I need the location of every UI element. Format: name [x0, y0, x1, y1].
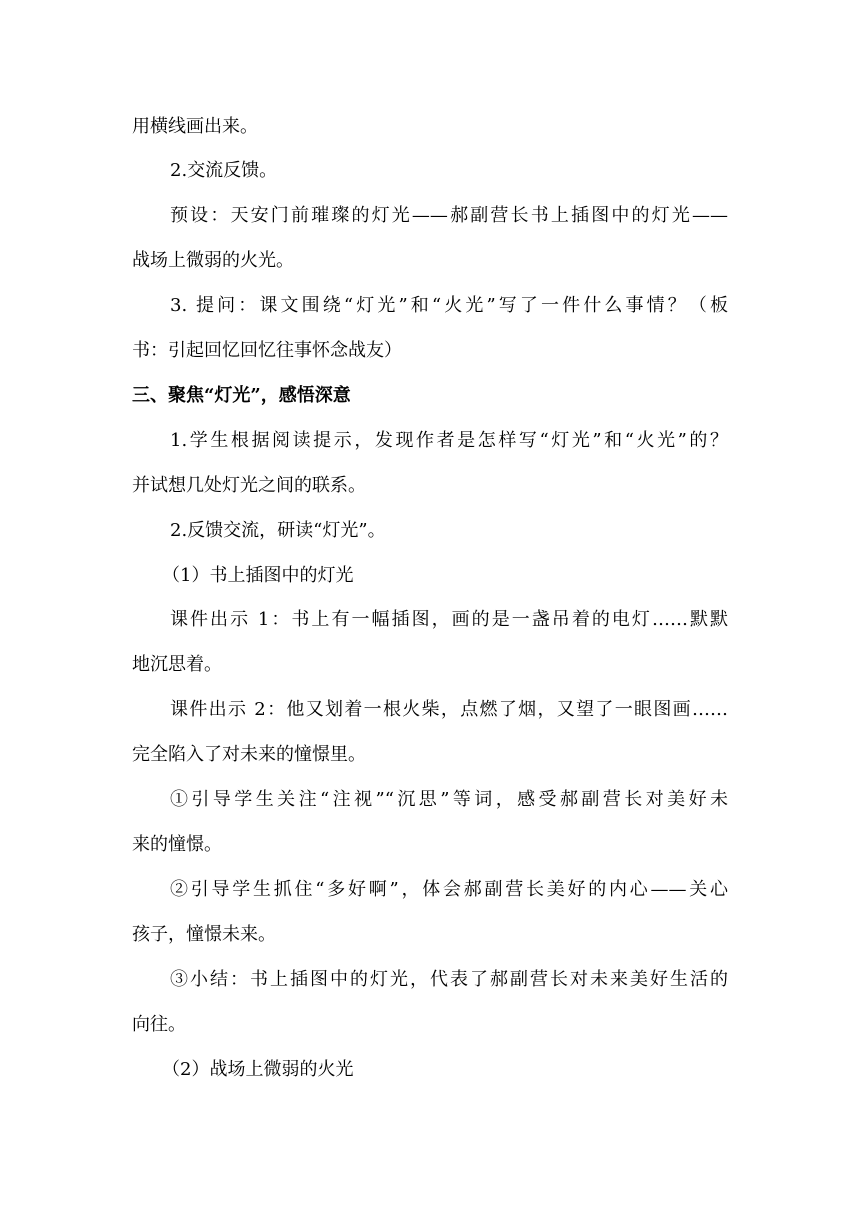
paragraph-line: 完全陷入了对未来的憧憬里。: [132, 744, 366, 765]
paragraph-line: ①引导学生关注“注视”“沉思”等词，感受郝副营长对美好未: [170, 789, 728, 810]
paragraph-line: 来的憧憬。: [132, 834, 222, 855]
paragraph-line: 2.交流反馈。: [170, 160, 278, 181]
paragraph-line: ②引导学生抓住“多好啊”，体会郝副营长美好的内心——关心: [170, 879, 728, 900]
paragraph-line: 地沉思着。: [132, 654, 222, 675]
subheading-line: （2）战场上微弱的火光: [162, 1059, 354, 1080]
paragraph-line: 3. 提问：课文围绕“灯光”和“火光”写了一件什么事情？（板: [170, 295, 728, 316]
paragraph-line: 向往。: [132, 1014, 186, 1035]
paragraph-line: ③小结：书上插图中的灯光，代表了郝副营长对未来美好生活的: [170, 969, 728, 990]
paragraph-line: 用横线画出来。: [132, 116, 258, 137]
paragraph-line: 2.反馈交流，研读“灯光”。: [170, 520, 386, 541]
paragraph-line: 孩子，憧憬未来。: [132, 924, 276, 945]
paragraph-line: 课件出示 2：他又划着一根火柴，点燃了烟，又望了一眼图画……: [170, 699, 728, 720]
section-heading: 三、聚焦“灯光”，感悟深意: [132, 385, 351, 406]
paragraph-line: 预设：天安门前璀璨的灯光——郝副营长书上插图中的灯光——: [170, 205, 728, 226]
paragraph-line: 课件出示 1：书上有一幅插图，画的是一盏吊着的电灯……默默: [170, 609, 728, 630]
paragraph-line: 1.学生根据阅读提示，发现作者是怎样写“灯光”和“火光”的？: [170, 430, 728, 451]
paragraph-line: 并试想几处灯光之间的联系。: [132, 475, 366, 496]
paragraph-line: 战场上微弱的火光。: [132, 250, 294, 271]
subheading-line: （1）书上插图中的灯光: [162, 565, 354, 586]
paragraph-line: 书：引起回忆回忆往事怀念战友）: [132, 340, 402, 361]
